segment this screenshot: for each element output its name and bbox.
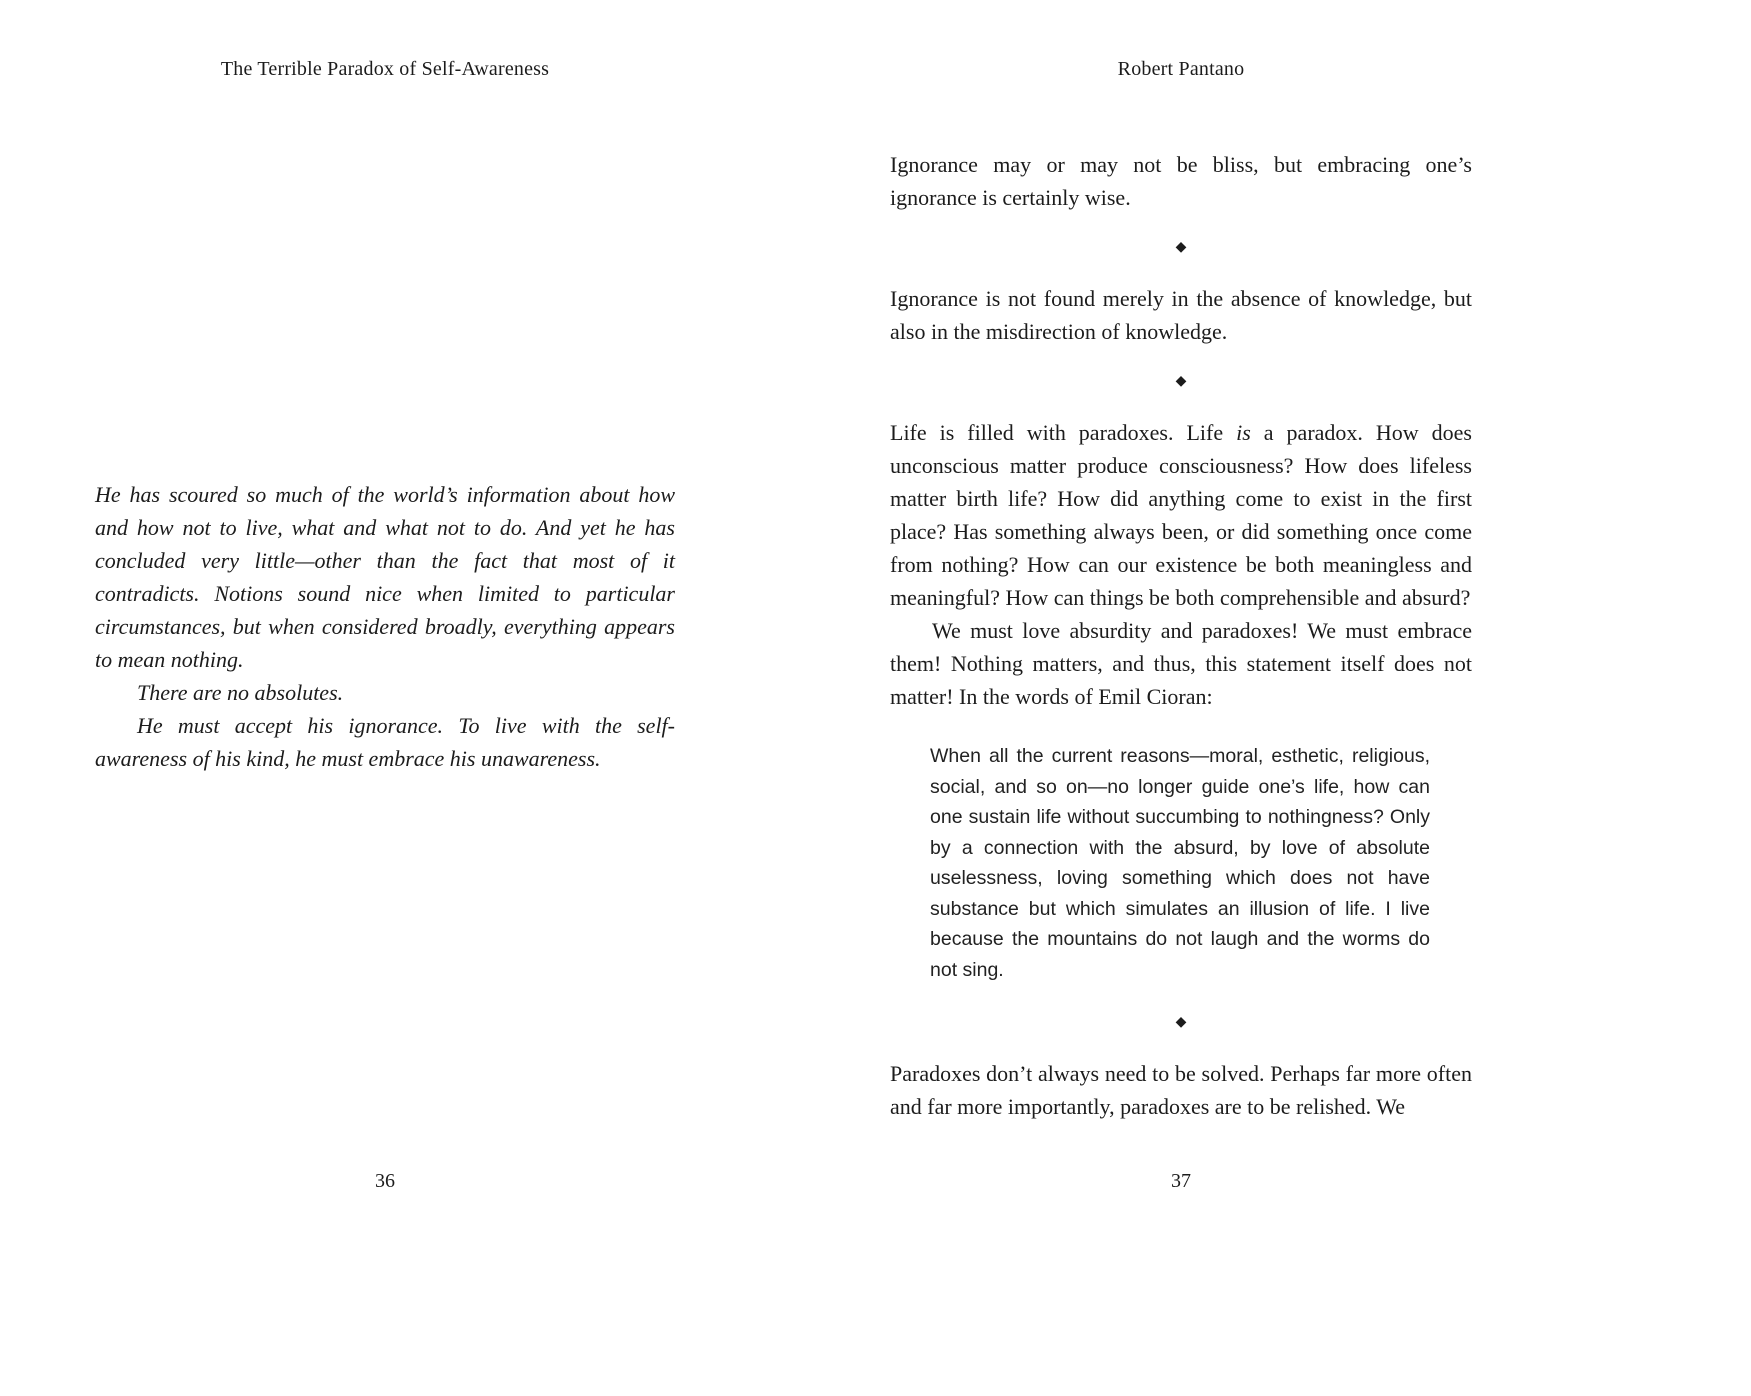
paragraph-ignorance-bliss: Ignorance may or may not be bliss, but embracing one’s ignorance is certainly wise. <box>890 152 1472 210</box>
paragraph-life-paradox-part3: a paradox. How does unconscious matter produce consciousness? How does lifeless matter birth life? How did anything come to exist in the first place? Has something always been, or did something once come from nothing? How can our existence be both meaningless and meaningful? How can things be both comprehensible and absurd? <box>890 420 1472 610</box>
paragraph-life-paradox-italic-is: is <box>1236 420 1251 445</box>
right-running-header: Robert Pantano <box>1117 58 1245 80</box>
diamond-ornament-icon: ◆ <box>1175 374 1187 389</box>
paragraph-accept-ignorance: He must accept his ignorance. To live with the self-awareness of his kind, he must embrace his unawareness. <box>95 713 675 771</box>
paragraph-life-paradox-part1: Life is filled with paradoxes. Life <box>890 420 1237 445</box>
diamond-ornament-icon: ◆ <box>1175 240 1187 255</box>
paragraph-paradoxes-relished: Paradoxes don’t always need to be solved. Perhaps far more often and far more importantly, paradoxes are to be relished. We <box>890 1061 1472 1119</box>
paragraph-life-paradox <box>890 416 1472 614</box>
left-running-header: The Terrible Paradox of Self-Awareness <box>220 58 550 80</box>
paragraph-absolutes: There are no absolutes. <box>137 680 344 705</box>
right-page-body <box>890 148 1472 1123</box>
left-page-number: 36 <box>375 1170 395 1192</box>
paragraph-love-absurdity: We must love absurdity and paradoxes! We must embrace them! Nothing matters, and thus, this statement itself does not matter! In the words of Emil Cioran: <box>890 618 1472 709</box>
cioran-blockquote: When all the current reasons—moral, esthetic, religious, social, and so on—no longer guide one’s life, how can one sustain life without succumbing to nothingness? Only by a connection with the absurd, by love of absolute uselessness, loving something which does not have substance but which simulates an illusion of life. I live because the mountains do not laugh and the worms do not sing. <box>930 745 1430 981</box>
left-page-body <box>95 478 675 775</box>
paragraph-scoured: He has scoured so much of the world’s information about how and how not to live, what and what not to do. And yet he has concluded very little—other than the fact that most of it contradicts. Notions sound nice when limited to particular circumstances, but when considered broadly, everything appears to mean nothing. <box>95 482 675 672</box>
paragraph-ignorance-misdirection: Ignorance is not found merely in the absence of knowledge, but also in the misdirection of knowledge. <box>890 286 1472 344</box>
right-page-number: 37 <box>1171 1170 1191 1192</box>
diamond-ornament-icon: ◆ <box>1175 1015 1187 1030</box>
